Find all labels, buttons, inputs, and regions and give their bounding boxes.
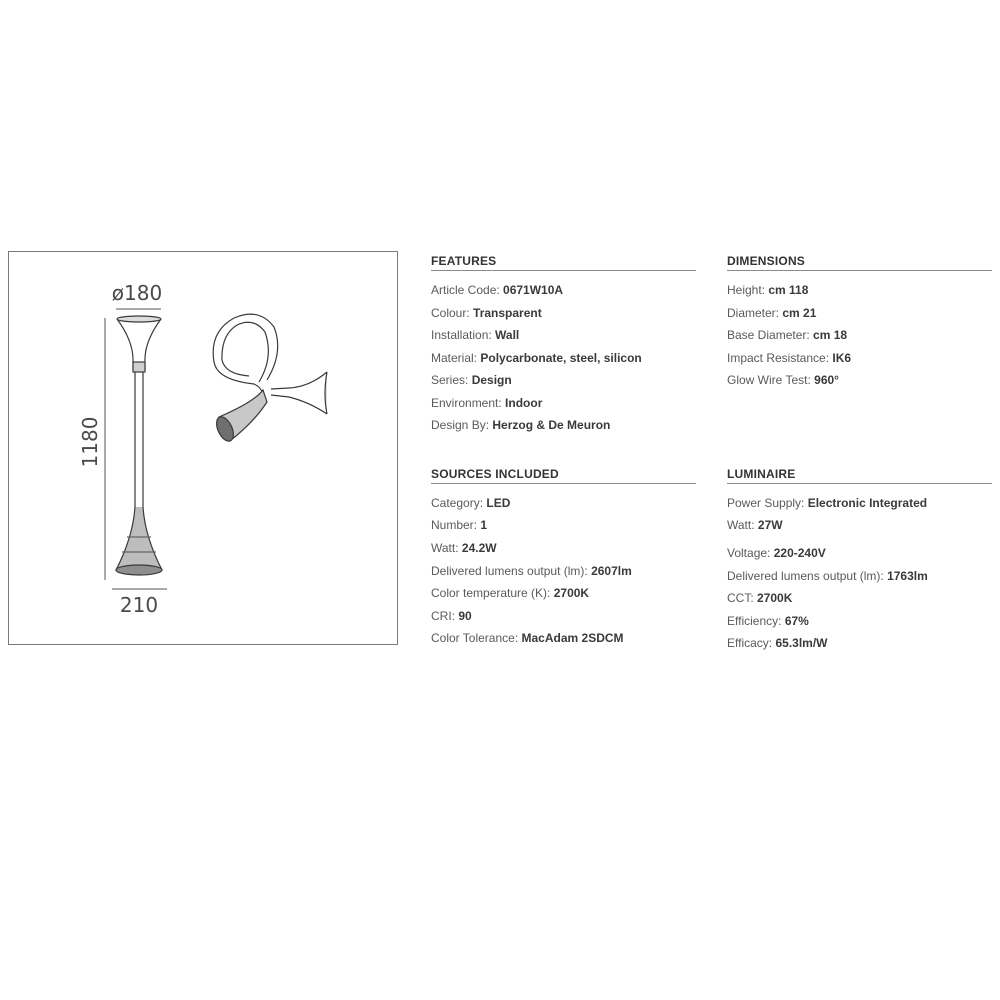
base-label: 210 [119, 593, 159, 617]
feature-row: Series: Design [431, 373, 512, 387]
source-row: Color Tolerance: MacAdam 2SDCM [431, 631, 624, 645]
feature-row: Colour: Transparent [431, 306, 542, 320]
luminaire-row: Efficacy: 65.3lm/W [727, 636, 828, 650]
lamp-drawing-svg [9, 252, 399, 646]
source-row: CRI: 90 [431, 609, 472, 623]
source-row: Color temperature (K): 2700K [431, 586, 590, 600]
dimensions-title: DIMENSIONS [727, 254, 992, 271]
lamp-side-view [213, 314, 327, 444]
feature-row: Installation: Wall [431, 328, 520, 342]
feature-row: Article Code: 0671W10A [431, 283, 564, 297]
luminaire-row: Efficiency: 67% [727, 614, 809, 628]
dimension-row: Base Diameter: cm 18 [727, 328, 848, 342]
technical-drawing [8, 251, 398, 645]
features-title: FEATURES [431, 254, 696, 271]
feature-row: Environment: Indoor [431, 396, 543, 410]
lamp-front-view [116, 316, 162, 575]
luminaire-row: CCT: 2700K [727, 591, 793, 605]
source-row: Delivered lumens output (lm): 2607lm [431, 564, 632, 578]
luminaire-row: Voltage: 220-240V [727, 546, 826, 560]
luminaire-section [727, 467, 992, 650]
dimension-row: Impact Resistance: IK6 [727, 351, 852, 365]
height-label: 1180 [78, 416, 102, 468]
source-row: Category: LED [431, 496, 511, 510]
diameter-label: ø180 [111, 281, 163, 305]
feature-row: Design By: Herzog & De Meuron [431, 418, 611, 432]
sources-title: SOURCES INCLUDED [431, 467, 696, 484]
feature-row: Material: Polycarbonate, steel, silicon [431, 351, 642, 365]
dimension-row: Diameter: cm 21 [727, 306, 817, 320]
source-row: Watt: 24.2W [431, 541, 497, 555]
luminaire-row: Power Supply: Electronic Integrated [727, 496, 928, 510]
dimension-row: Height: cm 118 [727, 283, 809, 297]
features-section [431, 254, 696, 432]
luminaire-row: Watt: 27W [727, 518, 783, 532]
dimensions-section [727, 254, 992, 387]
luminaire-row: Delivered lumens output (lm): 1763lm [727, 569, 928, 583]
sources-section [431, 467, 696, 645]
dimension-row: Glow Wire Test: 960° [727, 373, 839, 387]
luminaire-title: LUMINAIRE [727, 467, 992, 484]
source-row: Number: 1 [431, 518, 488, 532]
